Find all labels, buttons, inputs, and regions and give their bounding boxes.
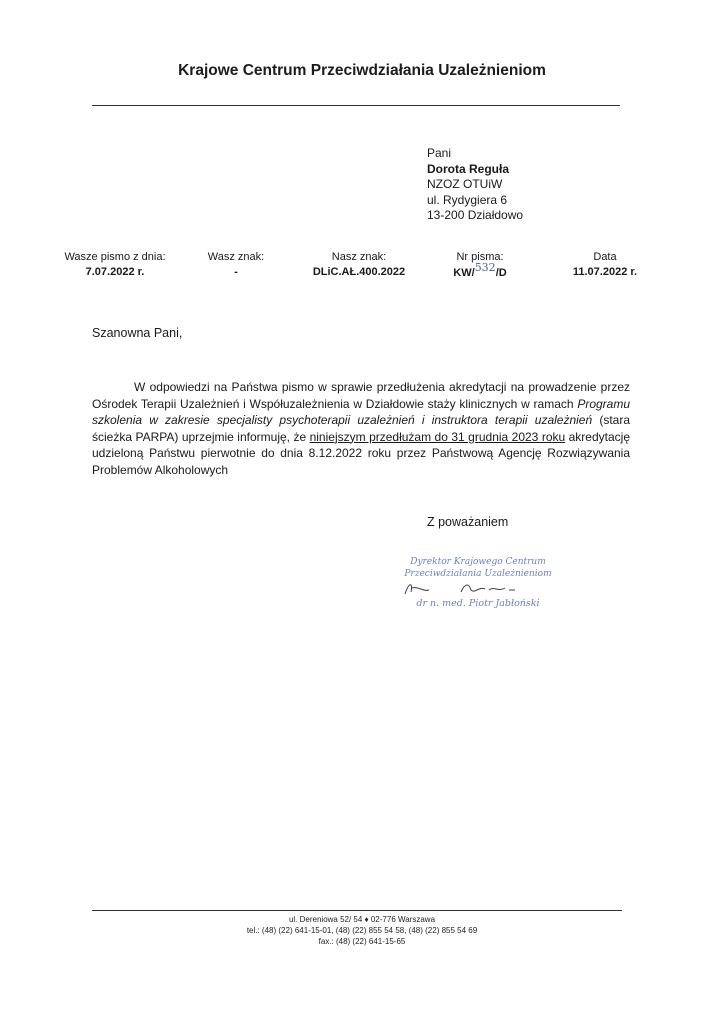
ref-letter-number-prefix: KW/ <box>453 267 475 279</box>
stamp-title-line-1: Dyrektor Krajowego Centrum <box>410 557 546 567</box>
ref-letter-number-suffix: /D <box>495 267 507 279</box>
ref-letter-number-value <box>440 261 520 281</box>
ref-your-letter <box>55 250 175 280</box>
body-text-part-1: W odpowiedzi na Państwa pismo w sprawie przedłużenia akredytacji na prowadzenie przez Ośrodek Terapii Uzależnień i Współuzależnienia w Działdowie staży klinicznych w ramach <box>92 380 630 411</box>
ref-our-sign-value: DLiC.AŁ.400.2022 <box>312 266 406 278</box>
footer-fax: fax.: (48) (22) 641-15-65 <box>318 937 406 946</box>
stamp-title-line-2: Przeciwdziałania Uzależnieniom <box>404 569 552 579</box>
body-text-part-2: (stara ścieżka PARPA) uprzejmie informuję, że <box>92 413 631 444</box>
header-divider <box>92 105 620 106</box>
recipient-name: Dorota Reguła <box>427 161 510 176</box>
ref-our-sign-label: Nasz znak: <box>331 251 387 263</box>
footer-divider <box>92 910 622 911</box>
body-extension-statement: niniejszym przedłużam do 31 grudnia 2023 roku <box>309 429 566 444</box>
stamp-director-name: dr n. med. Piotr Jabłoński <box>416 598 540 609</box>
body-program-title: Programu szkolenia w zakresie specjalisty psychoterapii uzależnień i instruktora terapii uzależnień <box>92 396 630 427</box>
director-stamp <box>395 556 561 610</box>
letter-body <box>92 379 630 478</box>
ref-your-letter-value: 7.07.2022 r. <box>85 266 145 278</box>
organization-header: Krajowe Centrum Przeciwdziałania Uzależnieniom <box>178 62 546 79</box>
recipient-institution: NZOZ OTUiW <box>427 177 503 191</box>
signature-scribble <box>395 580 561 598</box>
ref-date <box>560 250 650 280</box>
letter-salutation: Szanowna Pani, <box>92 326 183 340</box>
ref-your-letter-label: Wasze pismo z dnia: <box>64 251 166 263</box>
ref-your-sign-value: - <box>234 266 238 278</box>
ref-letter-number-label: Nr pisma: <box>456 251 504 263</box>
recipient-street: ul. Rydygiera 6 <box>427 192 508 207</box>
ref-date-value: 11.07.2022 r. <box>572 266 638 278</box>
recipient-city: 13-200 Działdowo <box>427 208 524 222</box>
letter-closing: Z poważaniem <box>427 515 509 529</box>
ref-our-sign <box>299 250 419 280</box>
footer-telephone: tel.: (48) (22) 641-15-01, (48) (22) 855 54 58, (48) (22) 855 54 69 <box>246 926 478 935</box>
recipient-salutation-line: Pani <box>427 146 452 160</box>
handwritten-signature <box>395 580 561 598</box>
ref-letter-number-handwritten: 532 <box>474 261 496 274</box>
ref-your-sign <box>196 250 276 280</box>
body-text-part-3: akredytację udzieloną Państwu pierwotnie do dnia 8.12.2022 roku przez Państwową Agencję Rozwiązywania Problemów Alkoholowych <box>92 429 630 477</box>
footer-address: ul. Dereniowa 52/ 54 ♦ 02-776 Warszawa <box>288 915 436 924</box>
ref-letter-number <box>440 250 520 281</box>
recipient-address <box>427 146 523 224</box>
ref-date-label: Data <box>593 251 617 263</box>
ref-your-sign-label: Wasz znak: <box>207 251 265 263</box>
